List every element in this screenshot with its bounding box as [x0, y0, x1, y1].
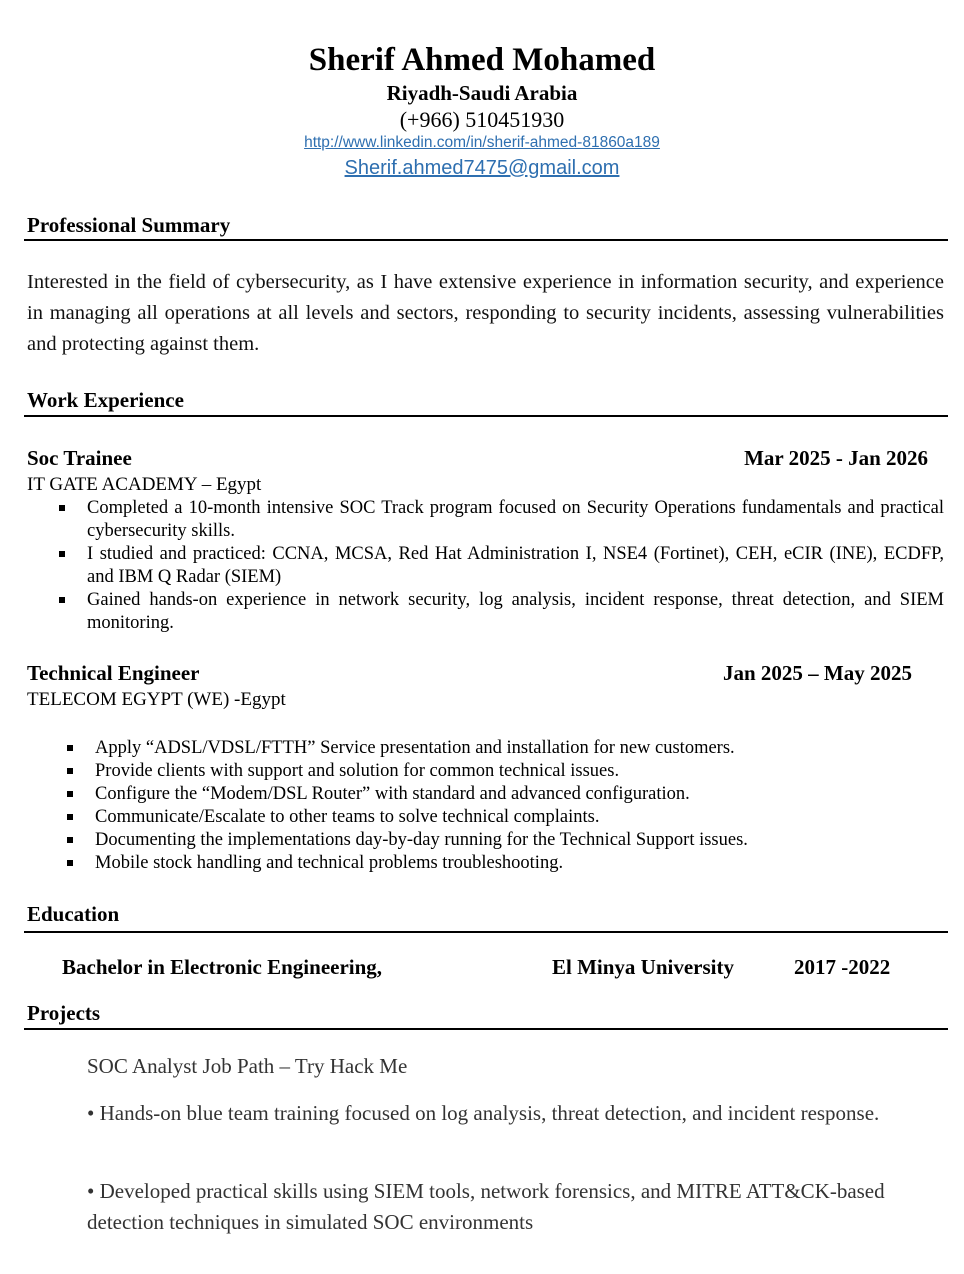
job-title: Soc Trainee [27, 446, 132, 470]
bullet-icon [59, 505, 65, 511]
bullet-text: Provide clients with support and solution for common technical issues. [95, 761, 620, 781]
education-university: El Minya University [552, 955, 734, 979]
list-item [95, 783, 944, 806]
bullet-text: Documenting the implementations day-by-day running for the Technical Support issues. [95, 830, 748, 850]
summary-text: Interested in the field of cybersecurity, as I have extensive experience in information security, and experience in managing all operations at all levels and sectors, responding to security incidents, assessing vulnerabilities and protecting against them. [27, 271, 944, 355]
bullet-icon [67, 768, 73, 774]
bullet-icon [67, 814, 73, 820]
section-heading-education: Education [27, 902, 120, 926]
divider [24, 239, 948, 241]
job-bullets [87, 497, 944, 635]
divider [24, 931, 948, 933]
job-title: Technical Engineer [27, 661, 200, 685]
bullet-icon [67, 860, 73, 866]
phone: (+966) 510451930 [399, 107, 565, 132]
bullet-text: Communicate/Escalate to other teams to solve technical complaints. [95, 807, 600, 827]
project-bullet: • Developed practical skills using SIEM tools, network forensics, and MITRE ATT&CK-based detection techniques in simulated SOC environments [87, 1179, 885, 1234]
location: Riyadh-Saudi Arabia [386, 81, 578, 105]
section-heading-work: Work Experience [27, 388, 184, 412]
list-item [95, 760, 944, 783]
divider [24, 1028, 948, 1030]
bullet-icon [59, 597, 65, 603]
bullet-icon [67, 791, 73, 797]
list-item [87, 543, 944, 589]
list-item [87, 589, 944, 635]
job-bullets [95, 737, 944, 875]
project-bullet: • Hands-on blue team training focused on log analysis, threat detection, and incident response. [87, 1101, 880, 1125]
job-dates: Mar 2025 - Jan 2026 [744, 446, 928, 470]
bullet-text: I studied and practiced: CCNA, MCSA, Red Hat Administration I, NSE4 (Fortinet), CEH, eCIR (INE), ECDFP, and IBM Q Radar (SIEM) [87, 544, 944, 587]
bullet-icon [67, 837, 73, 843]
bullet-icon [67, 745, 73, 751]
bullet-text: Mobile stock handling and technical problems troubleshooting. [95, 853, 564, 873]
list-item [95, 737, 944, 760]
list-item [95, 829, 944, 852]
list-item [95, 806, 944, 829]
bullet-icon [59, 551, 65, 557]
job-dates: Jan 2025 – May 2025 [723, 661, 912, 685]
education-degree: Bachelor in Electronic Engineering, [62, 955, 383, 979]
divider [24, 415, 948, 417]
job-org: TELECOM EGYPT (WE) -Egypt [27, 689, 286, 710]
bullet-text: Configure the “Modem/DSL Router” with standard and advanced configuration. [95, 784, 690, 804]
candidate-name: Sherif Ahmed Mohamed [308, 42, 656, 78]
job-org: IT GATE ACADEMY – Egypt [27, 474, 262, 495]
bullet-text: Completed a 10-month intensive SOC Track program focused on Security Operations fundamentals and practical cybersecurity skills. [87, 498, 944, 541]
section-heading-projects: Projects [27, 1001, 101, 1025]
bullet-text: Apply “ADSL/VDSL/FTTH” Service presentation and installation for new customers. [95, 738, 735, 758]
education-years: 2017 -2022 [794, 955, 891, 979]
list-item [95, 852, 944, 875]
bullet-text: Gained hands-on experience in network security, log analysis, incident response, threat detection, and SIEM monitoring. [87, 590, 944, 633]
project-title: SOC Analyst Job Path – Try Hack Me [87, 1054, 408, 1078]
list-item [87, 497, 944, 543]
linkedin-link[interactable]: http://www.linkedin.com/in/sherif-ahmed-81860a189 [304, 134, 660, 151]
section-heading-summary: Professional Summary [27, 213, 231, 237]
email-link[interactable]: Sherif.ahmed7475@gmail.com [344, 157, 620, 179]
